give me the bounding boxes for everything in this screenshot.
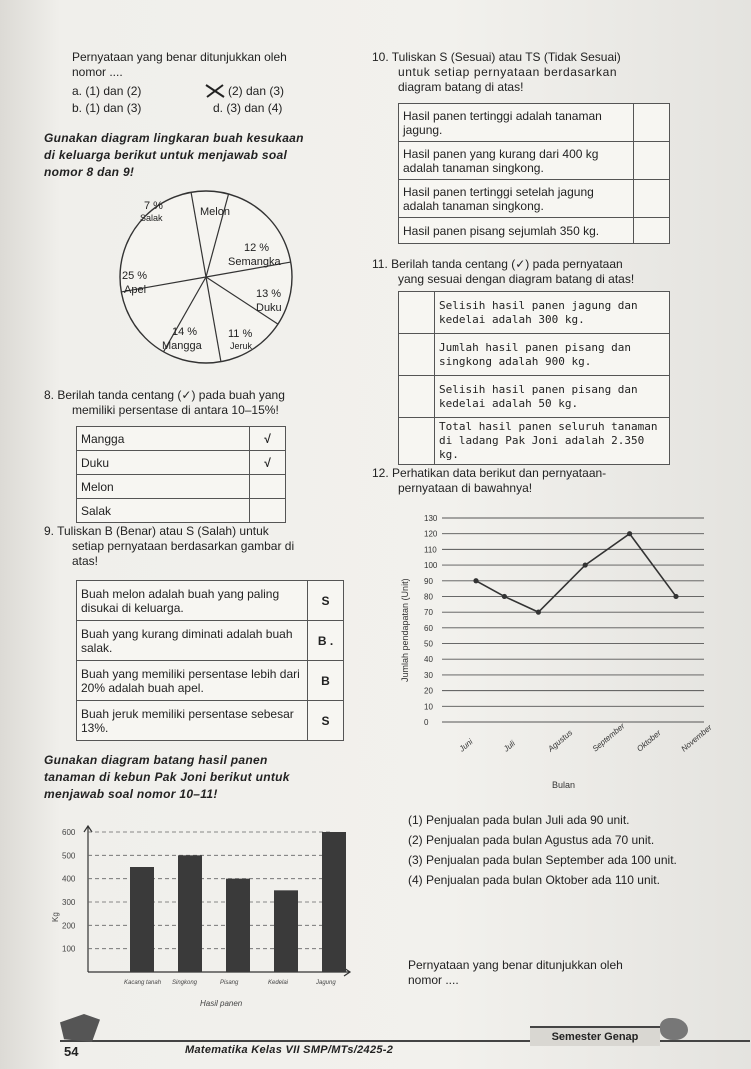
bar-x-tick-label: Kacang tanah <box>124 980 162 986</box>
bar-instructions: Gunakan diagram batang hasil panen tanaman di kebun Pak Joni berikut untuk menjawab soal nomor 10–11! <box>44 753 290 801</box>
line-y-tick-label: 60 <box>424 623 433 633</box>
line-point <box>536 610 541 615</box>
pie-category-label: Salak <box>140 213 163 223</box>
table-row <box>399 418 670 465</box>
bar-x-axis-label: Hasil panen <box>200 999 243 1008</box>
q11-statement: Selisih hasil panen jagung dan kedelai adalah 300 kg. <box>435 292 670 334</box>
q9-answer-cell[interactable]: B <box>308 661 344 701</box>
table-row <box>399 376 670 418</box>
pie-percent-label: 7 % <box>144 200 163 212</box>
q11-check-cell[interactable] <box>399 376 435 418</box>
bar <box>226 879 250 972</box>
table-row <box>77 621 344 661</box>
bar-y-tick-label: 500 <box>62 851 76 861</box>
q8-fruit-label: Salak <box>77 499 250 523</box>
q7-option-c[interactable]: (2) dan (3) <box>228 84 285 98</box>
q9-statement: Buah yang memiliki persentase lebih dari 20% adalah buah apel. <box>77 661 308 701</box>
pie-percent-label: 14 % <box>172 326 198 338</box>
line-point <box>473 578 478 583</box>
q9-answer-cell[interactable]: S <box>308 701 344 741</box>
q11-check-cell[interactable] <box>399 418 435 465</box>
table-row <box>77 581 344 621</box>
q11-stem: 11. Berilah tanda centang (✓) pada pernyataan yang sesuai dengan diagram batang di atas! <box>372 257 635 286</box>
q11-statement: Jumlah hasil panen pisang dan singkong adalah 900 kg. <box>435 334 670 376</box>
q8-check-cell[interactable]: √ <box>250 451 286 475</box>
table-row <box>399 218 670 244</box>
pie-percent-label: 13 % <box>256 288 282 300</box>
line-y-tick-label: 20 <box>424 686 433 696</box>
q8-table <box>76 426 286 523</box>
q12-statement: (4) Penjualan pada bulan Oktober ada 110 unit. <box>408 873 660 887</box>
pie-chart <box>110 185 310 375</box>
line-x-tick-label: Oktober <box>635 728 663 754</box>
q12-statements <box>408 813 708 893</box>
line-point <box>627 531 632 536</box>
table-row <box>77 427 286 451</box>
line-x-tick-label: Juni <box>457 737 475 754</box>
line-y-tick-label: 10 <box>424 702 433 712</box>
q10-answer-cell[interactable] <box>634 218 670 244</box>
line-y-tick-label: 30 <box>424 670 433 680</box>
bar-y-axis-label: Kg <box>51 912 60 922</box>
line-point <box>673 594 678 599</box>
line-y-tick-label: 130 <box>424 514 438 523</box>
q7-option-d[interactable]: d. (3) dan (4) <box>213 101 283 115</box>
line-y-tick-label: 40 <box>424 655 433 665</box>
line-x-tick-label: Agustus <box>546 728 575 754</box>
q10-table <box>398 103 670 244</box>
line-y-axis-label: Jumlah pendapatan (Unit) <box>400 578 410 682</box>
q10-answer-cell[interactable] <box>634 180 670 218</box>
table-row <box>399 142 670 180</box>
table-row <box>77 701 344 741</box>
semester-banner <box>530 1026 660 1046</box>
bar-y-tick-label: 400 <box>62 874 76 884</box>
pie-category-label: Apel <box>124 284 147 296</box>
line-y-tick-label: 90 <box>424 576 433 586</box>
q9-stem: 9. Tuliskan B (Benar) atau S (Salah) untuk setiap pernyataan berdasarkan gambar di atas! <box>44 524 295 568</box>
line-x-tick-label: September <box>590 721 627 754</box>
pie-category-label: Mangga <box>162 340 202 352</box>
line-y-tick-label: 50 <box>424 639 433 649</box>
q10-answer-cell[interactable] <box>634 142 670 180</box>
line-y-tick-label: 70 <box>424 608 433 618</box>
q8-check-cell[interactable] <box>250 499 286 523</box>
line-x-tick-label: Juli <box>501 738 517 754</box>
book-title: Matematika Kelas VII SMP/MTs/2425-2 <box>185 1044 394 1056</box>
q12-closing: Pernyataan yang benar ditunjukkan oleh nomor .... <box>408 958 623 987</box>
q9-statement: Buah yang kurang diminati adalah buah salak. <box>77 621 308 661</box>
bar-y-tick-label: 300 <box>62 898 76 907</box>
table-row <box>77 475 286 499</box>
q9-statement: Buah melon adalah buah yang paling disukai di keluarga. <box>77 581 308 621</box>
table-row <box>399 334 670 376</box>
table-row <box>77 499 286 523</box>
q9-answer-cell[interactable] <box>308 621 344 661</box>
pie-instructions: Gunakan diagram lingkaran buah kesukaan di keluarga berikut untuk menjawab soal nomor 8 dan 9! <box>44 131 304 179</box>
ink-splash-icon <box>60 1014 100 1042</box>
line-point <box>583 562 588 567</box>
bar <box>274 890 298 972</box>
sales-line <box>476 534 676 612</box>
q9-table <box>76 580 344 741</box>
line-point <box>502 594 507 599</box>
q11-statement: Selisih hasil panen pisang dan kedelai adalah 50 kg. <box>435 376 670 418</box>
pie-category-label: Semangka <box>228 256 281 268</box>
page-number: 54 <box>64 1044 79 1059</box>
line-x-axis-label: Bulan <box>552 780 576 790</box>
ink-splash-icon <box>660 1018 688 1040</box>
bar <box>130 867 154 972</box>
table-row <box>77 451 286 475</box>
bar-y-tick-label: 200 <box>62 921 76 931</box>
line-y-tick-label: 80 <box>424 592 433 602</box>
bar-x-tick-label: Kedelai <box>268 980 289 986</box>
bar-y-tick-label: 100 <box>62 944 76 954</box>
pie-category-label: Jeruk <box>230 341 253 351</box>
table-row <box>77 661 344 701</box>
q10-statement: Hasil panen yang kurang dari 400 kg adalah tanaman singkong. <box>399 142 634 180</box>
q11-statement: Total hasil panen seluruh tanaman di ladang Pak Joni adalah 2.350 kg. <box>435 418 670 465</box>
q10-statement: Hasil panen pisang sejumlah 350 kg. <box>399 218 634 244</box>
line-chart <box>392 510 714 800</box>
q9-answer-text: B . <box>317 633 334 648</box>
pie-percent-label: 12 % <box>244 242 270 254</box>
q10-statement: Hasil panen tertinggi adalah tanaman jagung. <box>399 104 634 142</box>
bar-x-tick-label: Singkong <box>172 980 198 986</box>
pie-category-label: Duku <box>256 302 282 314</box>
bar-x-tick-label: Pisang <box>220 980 239 986</box>
line-x-tick-label: November <box>679 722 714 754</box>
line-y-tick-label: 110 <box>424 545 437 555</box>
q11-table <box>398 291 670 465</box>
q8-check-cell[interactable]: √ <box>250 427 286 451</box>
bar-chart <box>50 812 370 1012</box>
q12-statement: (2) Penjualan pada bulan Agustus ada 70 unit. <box>408 833 655 847</box>
pie-category-label: Melon <box>200 206 230 218</box>
line-y-tick-label: 120 <box>424 529 438 539</box>
bar-x-tick-label: Jagung <box>316 980 336 986</box>
q8-fruit-label: Melon <box>77 475 250 499</box>
q8-stem: 8. Berilah tanda centang (✓) pada buah yang memiliki persentase di antara 10–15%! <box>44 388 285 417</box>
table-row <box>399 180 670 218</box>
bar <box>322 832 346 972</box>
line-y-tick-label: 0 <box>424 718 429 727</box>
q8-check-cell[interactable] <box>250 475 286 499</box>
bar-y-tick-label: 600 <box>62 828 76 837</box>
q7-stem: Pernyataan yang benar ditunjukkan oleh nomor .... <box>72 50 287 79</box>
q9-answer-cell[interactable]: S <box>308 581 344 621</box>
q10-answer-cell[interactable] <box>634 104 670 142</box>
table-row <box>399 104 670 142</box>
q7-option-b[interactable]: b. (1) dan (3) <box>72 101 142 115</box>
pie-percent-label: 11 % <box>228 328 253 340</box>
q10-statement: Hasil panen tertinggi setelah jagung adalah tanaman singkong. <box>399 180 634 218</box>
q12-statement: (1) Penjualan pada bulan Juli ada 90 unit. <box>408 813 630 827</box>
q11-check-cell[interactable] <box>399 334 435 376</box>
q8-fruit-label: Duku <box>77 451 250 475</box>
pie-percent-label: 25 % <box>122 270 148 282</box>
q12-stem: 12. Perhatikan data berikut dan pernyataan- pernyataan di bawahnya! <box>372 466 607 495</box>
q11-check-cell[interactable] <box>399 292 435 334</box>
bar <box>178 855 202 972</box>
q9-statement: Buah jeruk memiliki persentase sebesar 13%. <box>77 701 308 741</box>
line-y-tick-label: 100 <box>424 561 438 571</box>
semester-label: Semester Genap <box>551 1031 639 1043</box>
q10-stem: 10. Tuliskan S (Sesuai) atau TS (Tidak Sesuai) untuk setiap pernyataan berdasarkan diagram batang di atas! <box>372 50 621 94</box>
q7-option-a[interactable]: a. (1) dan (2) <box>72 84 142 98</box>
table-row <box>399 292 670 334</box>
q12-statement: (3) Penjualan pada bulan September ada 100 unit. <box>408 853 677 867</box>
q8-fruit-label: Mangga <box>77 427 250 451</box>
